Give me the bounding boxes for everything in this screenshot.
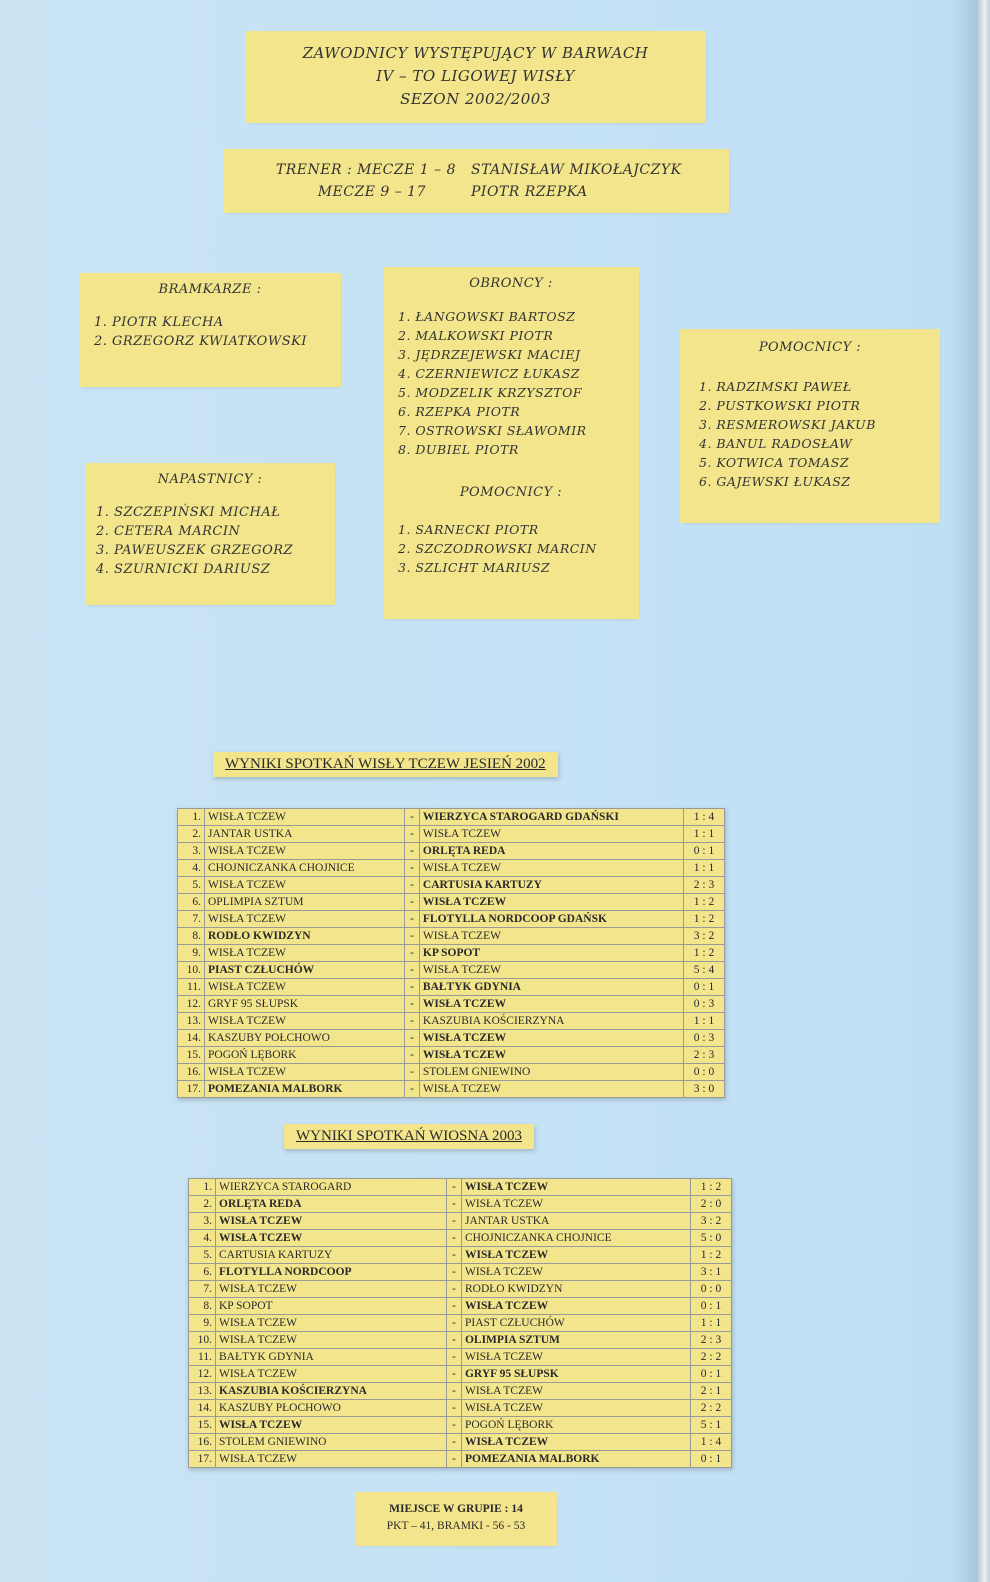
match-dash: - — [446, 1434, 461, 1451]
match-number: 12. — [189, 1366, 216, 1383]
match-dash: - — [446, 1196, 461, 1213]
coach-label-1: TRENER : MECZE 1 – 8 — [275, 162, 456, 178]
header-line-1: ZAWODNICY WYSTĘPUJĄCY W BARWACH — [302, 44, 649, 62]
match-score: 1 : 4 — [691, 1434, 732, 1451]
away-team: WISŁA TCZEW — [419, 894, 683, 911]
defender-item: 2. MALKOWSKI PIOTR — [398, 328, 554, 343]
match-dash: - — [446, 1281, 461, 1298]
match-dash: - — [446, 1383, 461, 1400]
away-team: WISŁA TCZEW — [419, 962, 683, 979]
match-number: 15. — [178, 1047, 205, 1064]
away-team: WISŁA TCZEW — [419, 928, 683, 945]
match-row — [178, 928, 725, 945]
points-goals: PKT – 41, BRAMKI - 56 - 53 — [386, 1520, 526, 1532]
match-row — [178, 1030, 725, 1047]
match-score: 1 : 1 — [684, 826, 725, 843]
match-dash: - — [446, 1315, 461, 1332]
match-number: 9. — [189, 1315, 216, 1332]
away-team: OLIMPIA SZTUM — [461, 1332, 690, 1349]
match-number: 3. — [178, 843, 205, 860]
away-team: WISŁA TCZEW — [461, 1264, 690, 1281]
forward-item: 3. PAWEUSZEK GRZEGORZ — [96, 543, 294, 558]
away-team: GRYF 95 SŁUPSK — [461, 1366, 690, 1383]
match-number: 8. — [178, 928, 205, 945]
match-score: 1 : 4 — [684, 809, 725, 826]
match-dash: - — [404, 860, 419, 877]
match-number: 9. — [178, 945, 205, 962]
coach-name-1: STANISŁAW MIKOŁAJCZYK — [471, 162, 682, 178]
away-team: PIAST CZŁUCHÓW — [461, 1315, 690, 1332]
home-team: WISŁA TCZEW — [216, 1332, 447, 1349]
match-dash: - — [446, 1332, 461, 1349]
match-row — [178, 843, 725, 860]
midfield-item: 1. SARNECKI PIOTR — [398, 522, 539, 537]
defender-item: 6. RZEPKA PIOTR — [398, 404, 521, 419]
defender-item: 7. OSTROWSKI SŁAWOMIR — [398, 423, 587, 438]
goalkeepers-title: BRAMKARZE : — [158, 282, 262, 297]
match-number: 13. — [189, 1383, 216, 1400]
match-score: 0 : 0 — [684, 1064, 725, 1081]
match-row — [178, 1081, 725, 1098]
match-score: 1 : 2 — [684, 911, 725, 928]
match-dash: - — [446, 1298, 461, 1315]
match-row — [189, 1315, 732, 1332]
away-team: WISŁA TCZEW — [419, 996, 683, 1013]
season-header — [248, 34, 703, 120]
midfielder-item: 4. BANUL RADOSŁAW — [699, 436, 853, 451]
match-row — [178, 962, 725, 979]
spring-results-table — [188, 1178, 732, 1468]
match-score: 1 : 2 — [691, 1179, 732, 1196]
home-team: WISŁA TCZEW — [205, 1013, 405, 1030]
midfielders-title: POMOCNICY : — [758, 340, 862, 355]
match-score: 0 : 1 — [691, 1366, 732, 1383]
match-number: 1. — [178, 809, 205, 826]
match-dash: - — [404, 809, 419, 826]
match-score: 1 : 1 — [684, 860, 725, 877]
home-team: WISŁA TCZEW — [216, 1281, 447, 1298]
match-dash: - — [404, 1064, 419, 1081]
away-team: KASZUBIA KOŚCIERZYNA — [419, 1013, 683, 1030]
match-dash: - — [446, 1179, 461, 1196]
defender-item: 8. DUBIEL PIOTR — [398, 442, 519, 457]
away-team: POGOŃ LĘBORK — [461, 1417, 690, 1434]
match-score: 0 : 0 — [691, 1281, 732, 1298]
match-dash: - — [404, 979, 419, 996]
match-number: 13. — [178, 1013, 205, 1030]
match-number: 4. — [189, 1230, 216, 1247]
home-team: WISŁA TCZEW — [205, 945, 405, 962]
midfielder-item: 1. RADZIMSKI PAWEŁ — [699, 379, 852, 394]
match-number: 6. — [178, 894, 205, 911]
autumn-results-table — [177, 808, 725, 1098]
match-dash: - — [446, 1349, 461, 1366]
match-number: 7. — [178, 911, 205, 928]
match-dash: - — [404, 843, 419, 860]
match-row — [178, 996, 725, 1013]
away-team: WISŁA TCZEW — [419, 1030, 683, 1047]
away-team: WISŁA TCZEW — [419, 1081, 683, 1098]
home-team: WISŁA TCZEW — [205, 843, 405, 860]
match-number: 3. — [189, 1213, 216, 1230]
match-number: 12. — [178, 996, 205, 1013]
away-team: BAŁTYK GDYNIA — [419, 979, 683, 996]
match-number: 14. — [178, 1030, 205, 1047]
match-dash: - — [404, 894, 419, 911]
match-row — [189, 1349, 732, 1366]
match-row — [189, 1213, 732, 1230]
home-team: WISŁA TCZEW — [205, 809, 405, 826]
away-team: JANTAR USTKA — [461, 1213, 690, 1230]
match-score: 2 : 2 — [691, 1349, 732, 1366]
away-team: STOLEM GNIEWINO — [419, 1064, 683, 1081]
match-row — [178, 894, 725, 911]
home-team: POGOŃ LĘBORK — [205, 1047, 405, 1064]
match-row — [178, 826, 725, 843]
away-team: WISŁA TCZEW — [419, 860, 683, 877]
match-row — [178, 1064, 725, 1081]
match-score: 3 : 2 — [684, 928, 725, 945]
away-team: WISŁA TCZEW — [419, 1047, 683, 1064]
season-summary — [358, 1495, 554, 1543]
match-number: 6. — [189, 1264, 216, 1281]
match-row — [178, 877, 725, 894]
match-number: 2. — [178, 826, 205, 843]
defenders-title: OBRONCY : — [469, 276, 553, 291]
match-row — [189, 1179, 732, 1196]
away-team: WISŁA TCZEW — [461, 1383, 690, 1400]
match-row — [178, 860, 725, 877]
home-team: WISŁA TCZEW — [216, 1417, 447, 1434]
final-place: MIEJSCE W GRUPIE : 14 — [389, 1503, 523, 1515]
defender-item: 3. JĘDRZEJEWSKI MACIEJ — [398, 347, 581, 362]
match-number: 2. — [189, 1196, 216, 1213]
home-team: KASZUBY PŁOCHOWO — [216, 1400, 447, 1417]
match-row — [189, 1298, 732, 1315]
home-team: GRYF 95 SŁUPSK — [205, 996, 405, 1013]
home-team: KP SOPOT — [216, 1298, 447, 1315]
away-team: RODŁO KWIDZYN — [461, 1281, 690, 1298]
match-number: 17. — [189, 1451, 216, 1468]
match-number: 10. — [189, 1332, 216, 1349]
forward-item: 1. SZCZEPIŃSKI MICHAŁ — [96, 505, 281, 520]
match-dash: - — [404, 826, 419, 843]
match-dash: - — [404, 1047, 419, 1064]
home-team: CARTUSIA KARTUZY — [216, 1247, 447, 1264]
home-team: OPLIMPIA SZTUM — [205, 894, 405, 911]
match-dash: - — [446, 1451, 461, 1468]
match-number: 16. — [178, 1064, 205, 1081]
home-team: WISŁA TCZEW — [216, 1366, 447, 1383]
away-team: WISŁA TCZEW — [461, 1349, 690, 1366]
match-row — [178, 809, 725, 826]
home-team: WISŁA TCZEW — [205, 979, 405, 996]
home-team: STOLEM GNIEWINO — [216, 1434, 447, 1451]
match-dash: - — [404, 1013, 419, 1030]
match-score: 1 : 2 — [684, 894, 725, 911]
match-number: 4. — [178, 860, 205, 877]
match-row — [178, 911, 725, 928]
coach-box — [226, 152, 726, 210]
home-team: WISŁA TCZEW — [216, 1451, 447, 1468]
match-score: 5 : 0 — [691, 1230, 732, 1247]
match-number: 11. — [189, 1349, 216, 1366]
home-team: POMEZANIA MALBORK — [205, 1081, 405, 1098]
away-team: WISŁA TCZEW — [461, 1196, 690, 1213]
match-score: 0 : 3 — [684, 996, 725, 1013]
away-team: WISŁA TCZEW — [461, 1298, 690, 1315]
match-row — [178, 979, 725, 996]
home-team: WISŁA TCZEW — [205, 911, 405, 928]
away-team: POMEZANIA MALBORK — [461, 1451, 690, 1468]
match-dash: - — [446, 1417, 461, 1434]
match-row — [189, 1434, 732, 1451]
match-score: 5 : 4 — [684, 962, 725, 979]
match-row — [189, 1451, 732, 1468]
match-score: 2 : 3 — [691, 1332, 732, 1349]
match-score: 0 : 1 — [684, 843, 725, 860]
match-dash: - — [404, 962, 419, 979]
midfielder-item: 3. RESMEROWSKI JAKUB — [699, 417, 876, 432]
defenders-midfield-title: POMOCNICY : — [459, 485, 563, 500]
home-team: WISŁA TCZEW — [216, 1315, 447, 1332]
autumn-title: WYNIKI SPOTKAŃ WISŁY TCZEW JESIEŃ 2002 — [213, 752, 558, 777]
match-score: 2 : 2 — [691, 1400, 732, 1417]
forward-item: 4. SZURNICKI DARIUSZ — [96, 562, 271, 577]
match-number: 8. — [189, 1298, 216, 1315]
match-number: 17. — [178, 1081, 205, 1098]
match-score: 3 : 0 — [684, 1081, 725, 1098]
away-team: CHOJNICZANKA CHOJNICE — [461, 1230, 690, 1247]
match-row — [189, 1417, 732, 1434]
match-number: 11. — [178, 979, 205, 996]
forwards-title: NAPASTNICY : — [157, 472, 263, 487]
forwards-box — [88, 466, 332, 602]
match-number: 16. — [189, 1434, 216, 1451]
away-team: CARTUSIA KARTUZY — [419, 877, 683, 894]
match-score: 0 : 1 — [684, 979, 725, 996]
midfield-item: 3. SZLICHT MARIUSZ — [398, 560, 551, 575]
match-score: 3 : 2 — [691, 1213, 732, 1230]
match-dash: - — [446, 1247, 461, 1264]
home-team: KASZUBIA KOŚCIERZYNA — [216, 1383, 447, 1400]
spring-title: WYNIKI SPOTKAŃ WIOSNA 2003 — [284, 1124, 534, 1149]
coach-label-2: MECZE 9 – 17 — [317, 184, 426, 200]
coach-name-2: PIOTR RZEPKA — [471, 184, 588, 200]
goalkeeper-item: 1. PIOTR KLECHA — [94, 315, 224, 330]
match-dash: - — [446, 1366, 461, 1383]
match-number: 7. — [189, 1281, 216, 1298]
match-row — [189, 1230, 732, 1247]
away-team: WISŁA TCZEW — [461, 1179, 690, 1196]
away-team: ORLĘTA REDA — [419, 843, 683, 860]
forward-item: 2. CETERA MARCIN — [96, 524, 241, 539]
midfielder-item: 2. PUSTKOWSKI PIOTR — [699, 398, 861, 413]
midfielders-box — [683, 332, 937, 520]
home-team: KASZUBY POŁCHOWO — [205, 1030, 405, 1047]
match-score: 0 : 3 — [684, 1030, 725, 1047]
match-row — [189, 1281, 732, 1298]
home-team: JANTAR USTKA — [205, 826, 405, 843]
home-team: BAŁTYK GDYNIA — [216, 1349, 447, 1366]
away-team: KP SOPOT — [419, 945, 683, 962]
match-row — [178, 1047, 725, 1064]
match-dash: - — [446, 1213, 461, 1230]
match-dash: - — [404, 1030, 419, 1047]
match-row — [178, 1013, 725, 1030]
defender-item: 4. CZERNIEWICZ ŁUKASZ — [398, 366, 580, 381]
goalkeepers-box — [82, 276, 338, 384]
match-dash: - — [446, 1400, 461, 1417]
home-team: WISŁA TCZEW — [205, 877, 405, 894]
match-number: 14. — [189, 1400, 216, 1417]
match-score: 1 : 2 — [684, 945, 725, 962]
match-score: 1 : 1 — [691, 1315, 732, 1332]
midfielder-item: 5. KOTWICA TOMASZ — [699, 455, 849, 470]
match-dash: - — [446, 1264, 461, 1281]
away-team: WISŁA TCZEW — [461, 1434, 690, 1451]
match-score: 0 : 1 — [691, 1298, 732, 1315]
match-dash: - — [446, 1230, 461, 1247]
match-number: 5. — [189, 1247, 216, 1264]
match-dash: - — [404, 1081, 419, 1098]
match-score: 5 : 1 — [691, 1417, 732, 1434]
match-dash: - — [404, 996, 419, 1013]
match-score: 2 : 3 — [684, 1047, 725, 1064]
match-score: 0 : 1 — [691, 1451, 732, 1468]
match-row — [189, 1332, 732, 1349]
home-team: ORLĘTA REDA — [216, 1196, 447, 1213]
match-row — [189, 1383, 732, 1400]
header-line-2: IV – TO LIGOWEJ WISŁY — [376, 67, 575, 85]
header-line-3: SEZON 2002/2003 — [400, 90, 551, 108]
match-score: 3 : 1 — [691, 1264, 732, 1281]
match-row — [189, 1196, 732, 1213]
page-spine — [976, 0, 990, 1582]
match-dash: - — [404, 877, 419, 894]
away-team: FLOTYLLA NORDCOOP GDAŃSK — [419, 911, 683, 928]
match-dash: - — [404, 945, 419, 962]
match-score: 2 : 1 — [691, 1383, 732, 1400]
goalkeeper-item: 2. GRZEGORZ KWIATKOWSKI — [94, 334, 307, 349]
match-score: 2 : 0 — [691, 1196, 732, 1213]
home-team: RODŁO KWIDZYN — [205, 928, 405, 945]
match-number: 15. — [189, 1417, 216, 1434]
midfield-item: 2. SZCZODROWSKI MARCIN — [398, 541, 597, 556]
match-number: 1. — [189, 1179, 216, 1196]
defender-item: 1. ŁANGOWSKI BARTOSZ — [398, 309, 576, 324]
match-row — [178, 945, 725, 962]
away-team: WISŁA TCZEW — [461, 1400, 690, 1417]
match-dash: - — [404, 928, 419, 945]
home-team: WISŁA TCZEW — [205, 1064, 405, 1081]
home-team: CHOJNICZANKA CHOJNICE — [205, 860, 405, 877]
match-number: 5. — [178, 877, 205, 894]
match-score: 1 : 1 — [684, 1013, 725, 1030]
match-row — [189, 1366, 732, 1383]
home-team: WIERZYCA STAROGARD — [216, 1179, 447, 1196]
home-team: WISŁA TCZEW — [216, 1230, 447, 1247]
match-score: 2 : 3 — [684, 877, 725, 894]
match-number: 10. — [178, 962, 205, 979]
match-row — [189, 1264, 732, 1281]
home-team: PIAST CZŁUCHÓW — [205, 962, 405, 979]
away-team: WIERZYCA STAROGARD GDAŃSKI — [419, 809, 683, 826]
match-dash: - — [404, 911, 419, 928]
match-score: 1 : 2 — [691, 1247, 732, 1264]
defender-item: 5. MODZELIK KRZYSZTOF — [398, 385, 583, 400]
away-team: WISŁA TCZEW — [461, 1247, 690, 1264]
match-row — [189, 1247, 732, 1264]
midfielder-item: 6. GAJEWSKI ŁUKASZ — [699, 474, 851, 489]
home-team: FLOTYLLA NORDCOOP — [216, 1264, 447, 1281]
match-row — [189, 1400, 732, 1417]
away-team: WISŁA TCZEW — [419, 826, 683, 843]
home-team: WISŁA TCZEW — [216, 1213, 447, 1230]
defenders-box — [386, 270, 636, 616]
